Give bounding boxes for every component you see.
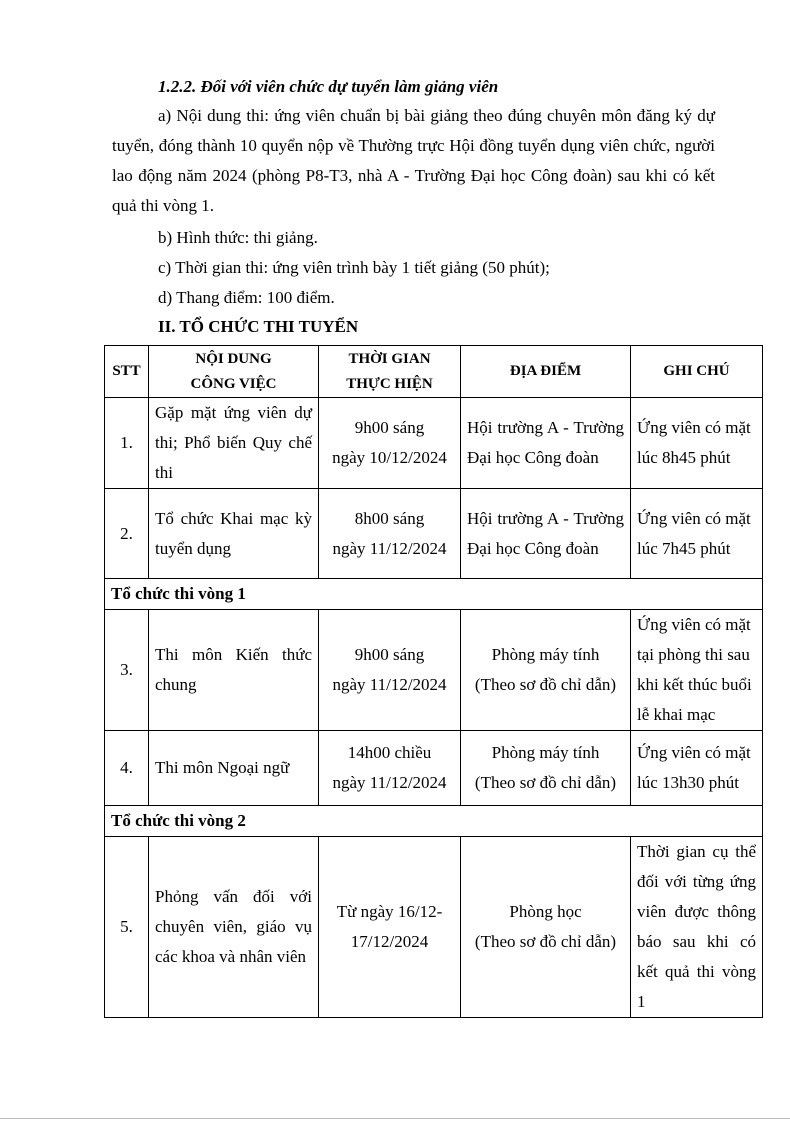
row-time (319, 837, 461, 1018)
header-time-line1: THỜI GIAN (348, 350, 431, 367)
section-heading-ii: II. TỔ CHỨC THI TUYỂN (158, 317, 359, 336)
row-time-line1: 9h00 sáng (354, 645, 425, 664)
row-place (461, 837, 631, 1018)
row-content: Phỏng vấn đối với chuyên viên, giáo vụ các khoa và nhân viên (149, 837, 319, 1018)
section-label-round-1: Tổ chức thi vòng 1 (105, 579, 763, 610)
table-row (105, 731, 763, 806)
row-content: Gặp mặt ứng viên dự thi; Phổ biến Quy chế thi (149, 398, 319, 489)
row-time (319, 731, 461, 806)
row-place-line1: Phòng máy tính (491, 743, 600, 762)
row-place (461, 610, 631, 731)
row-stt: 5. (105, 837, 149, 1018)
row-time-line2: ngày 11/12/2024 (332, 675, 447, 694)
row-time-line2: ngày 11/12/2024 (332, 773, 447, 792)
row-stt: 2. (105, 489, 149, 579)
section-label-round-2: Tổ chức thi vòng 2 (105, 806, 763, 837)
row-note: Ứng viên có mặt tại phòng thi sau khi kết thúc buổi lễ khai mạc (631, 610, 763, 731)
row-content: Tổ chức Khai mạc kỳ tuyển dụng (149, 489, 319, 579)
header-content-line1: NỘI DUNG (195, 350, 272, 367)
row-place-line2: (Theo sơ đồ chỉ dẫn) (474, 675, 617, 694)
schedule-table (104, 345, 763, 1018)
table-header-row (105, 346, 763, 398)
paragraph-d: d) Thang điểm: 100 điểm. (158, 288, 335, 307)
row-note: Thời gian cụ thể đối với từng ứng viên được thông báo sau khi có kết quả thi vòng 1 (631, 837, 763, 1018)
row-content: Thi môn Kiến thức chung (149, 610, 319, 731)
header-stt: STT (105, 346, 149, 398)
paragraph-c: c) Thời gian thi: ứng viên trình bày 1 tiết giảng (50 phút); (158, 258, 550, 277)
row-place-line1: Phòng máy tính (491, 645, 600, 664)
row-place: Hội trường A - Trường Đại học Công đoàn (461, 489, 631, 579)
row-time (319, 398, 461, 489)
header-note: GHI CHÚ (631, 346, 763, 398)
section-heading-1-2-2: 1.2.2. Đối với viên chức dự tuyển làm giảng viên (158, 77, 499, 96)
row-time-line2: ngày 11/12/2024 (332, 538, 447, 558)
row-stt: 1. (105, 398, 149, 489)
header-place: ĐỊA ĐIỂM (461, 346, 631, 398)
row-time (319, 610, 461, 731)
row-place (461, 731, 631, 806)
header-content-line2: CÔNG VIỆC (190, 375, 277, 392)
row-time-line1: Từ ngày 16/12- (336, 902, 443, 921)
row-time-line2: ngày 10/12/2024 (332, 448, 447, 467)
header-time (319, 346, 461, 398)
page-bottom-rule (0, 1118, 790, 1119)
header-content (149, 346, 319, 398)
row-place: Hội trường A - Trường Đại học Công đoàn (461, 398, 631, 489)
table-row (105, 398, 763, 489)
paragraph-a: a) Nội dung thi: ứng viên chuẩn bị bài giảng theo đúng chuyên môn đăng ký dự tuyển, đóng thành 10 quyển nộp về Thường trực Hội đồng tuyển dụng viên chức, người lao động năm 2024 (phòng P8-T3, nhà A - Trường Đại học Công đoàn) sau khi có kết quả thi vòng 1. (112, 106, 715, 215)
section-row-round-2 (105, 806, 763, 837)
table-row (105, 610, 763, 731)
row-note: Ứng viên có mặt lúc 13h30 phút (631, 731, 763, 806)
row-note: Ứng viên có mặt lúc 7h45 phút (631, 489, 763, 579)
section-row-round-1 (105, 579, 763, 610)
table-row (105, 489, 763, 579)
row-time-line1: 14h00 chiều (347, 743, 432, 762)
row-place-line2: (Theo sơ đồ chỉ dẫn) (474, 773, 617, 792)
row-place-line1: Phòng học (509, 902, 582, 921)
row-time-line1: 8h00 sáng (354, 508, 425, 528)
row-note: Ứng viên có mặt lúc 8h45 phút (631, 398, 763, 489)
row-time (319, 489, 461, 579)
row-stt: 3. (105, 610, 149, 731)
table-row (105, 837, 763, 1018)
row-stt: 4. (105, 731, 149, 806)
row-place-line2: (Theo sơ đồ chỉ dẫn) (474, 932, 617, 951)
row-content: Thi môn Ngoại ngữ (149, 731, 319, 806)
header-time-line2: THỰC HIỆN (346, 375, 433, 392)
row-time-line1: 9h00 sáng (354, 418, 425, 437)
row-time-line2: 17/12/2024 (350, 932, 429, 951)
paragraph-b: b) Hình thức: thi giảng. (158, 228, 318, 247)
